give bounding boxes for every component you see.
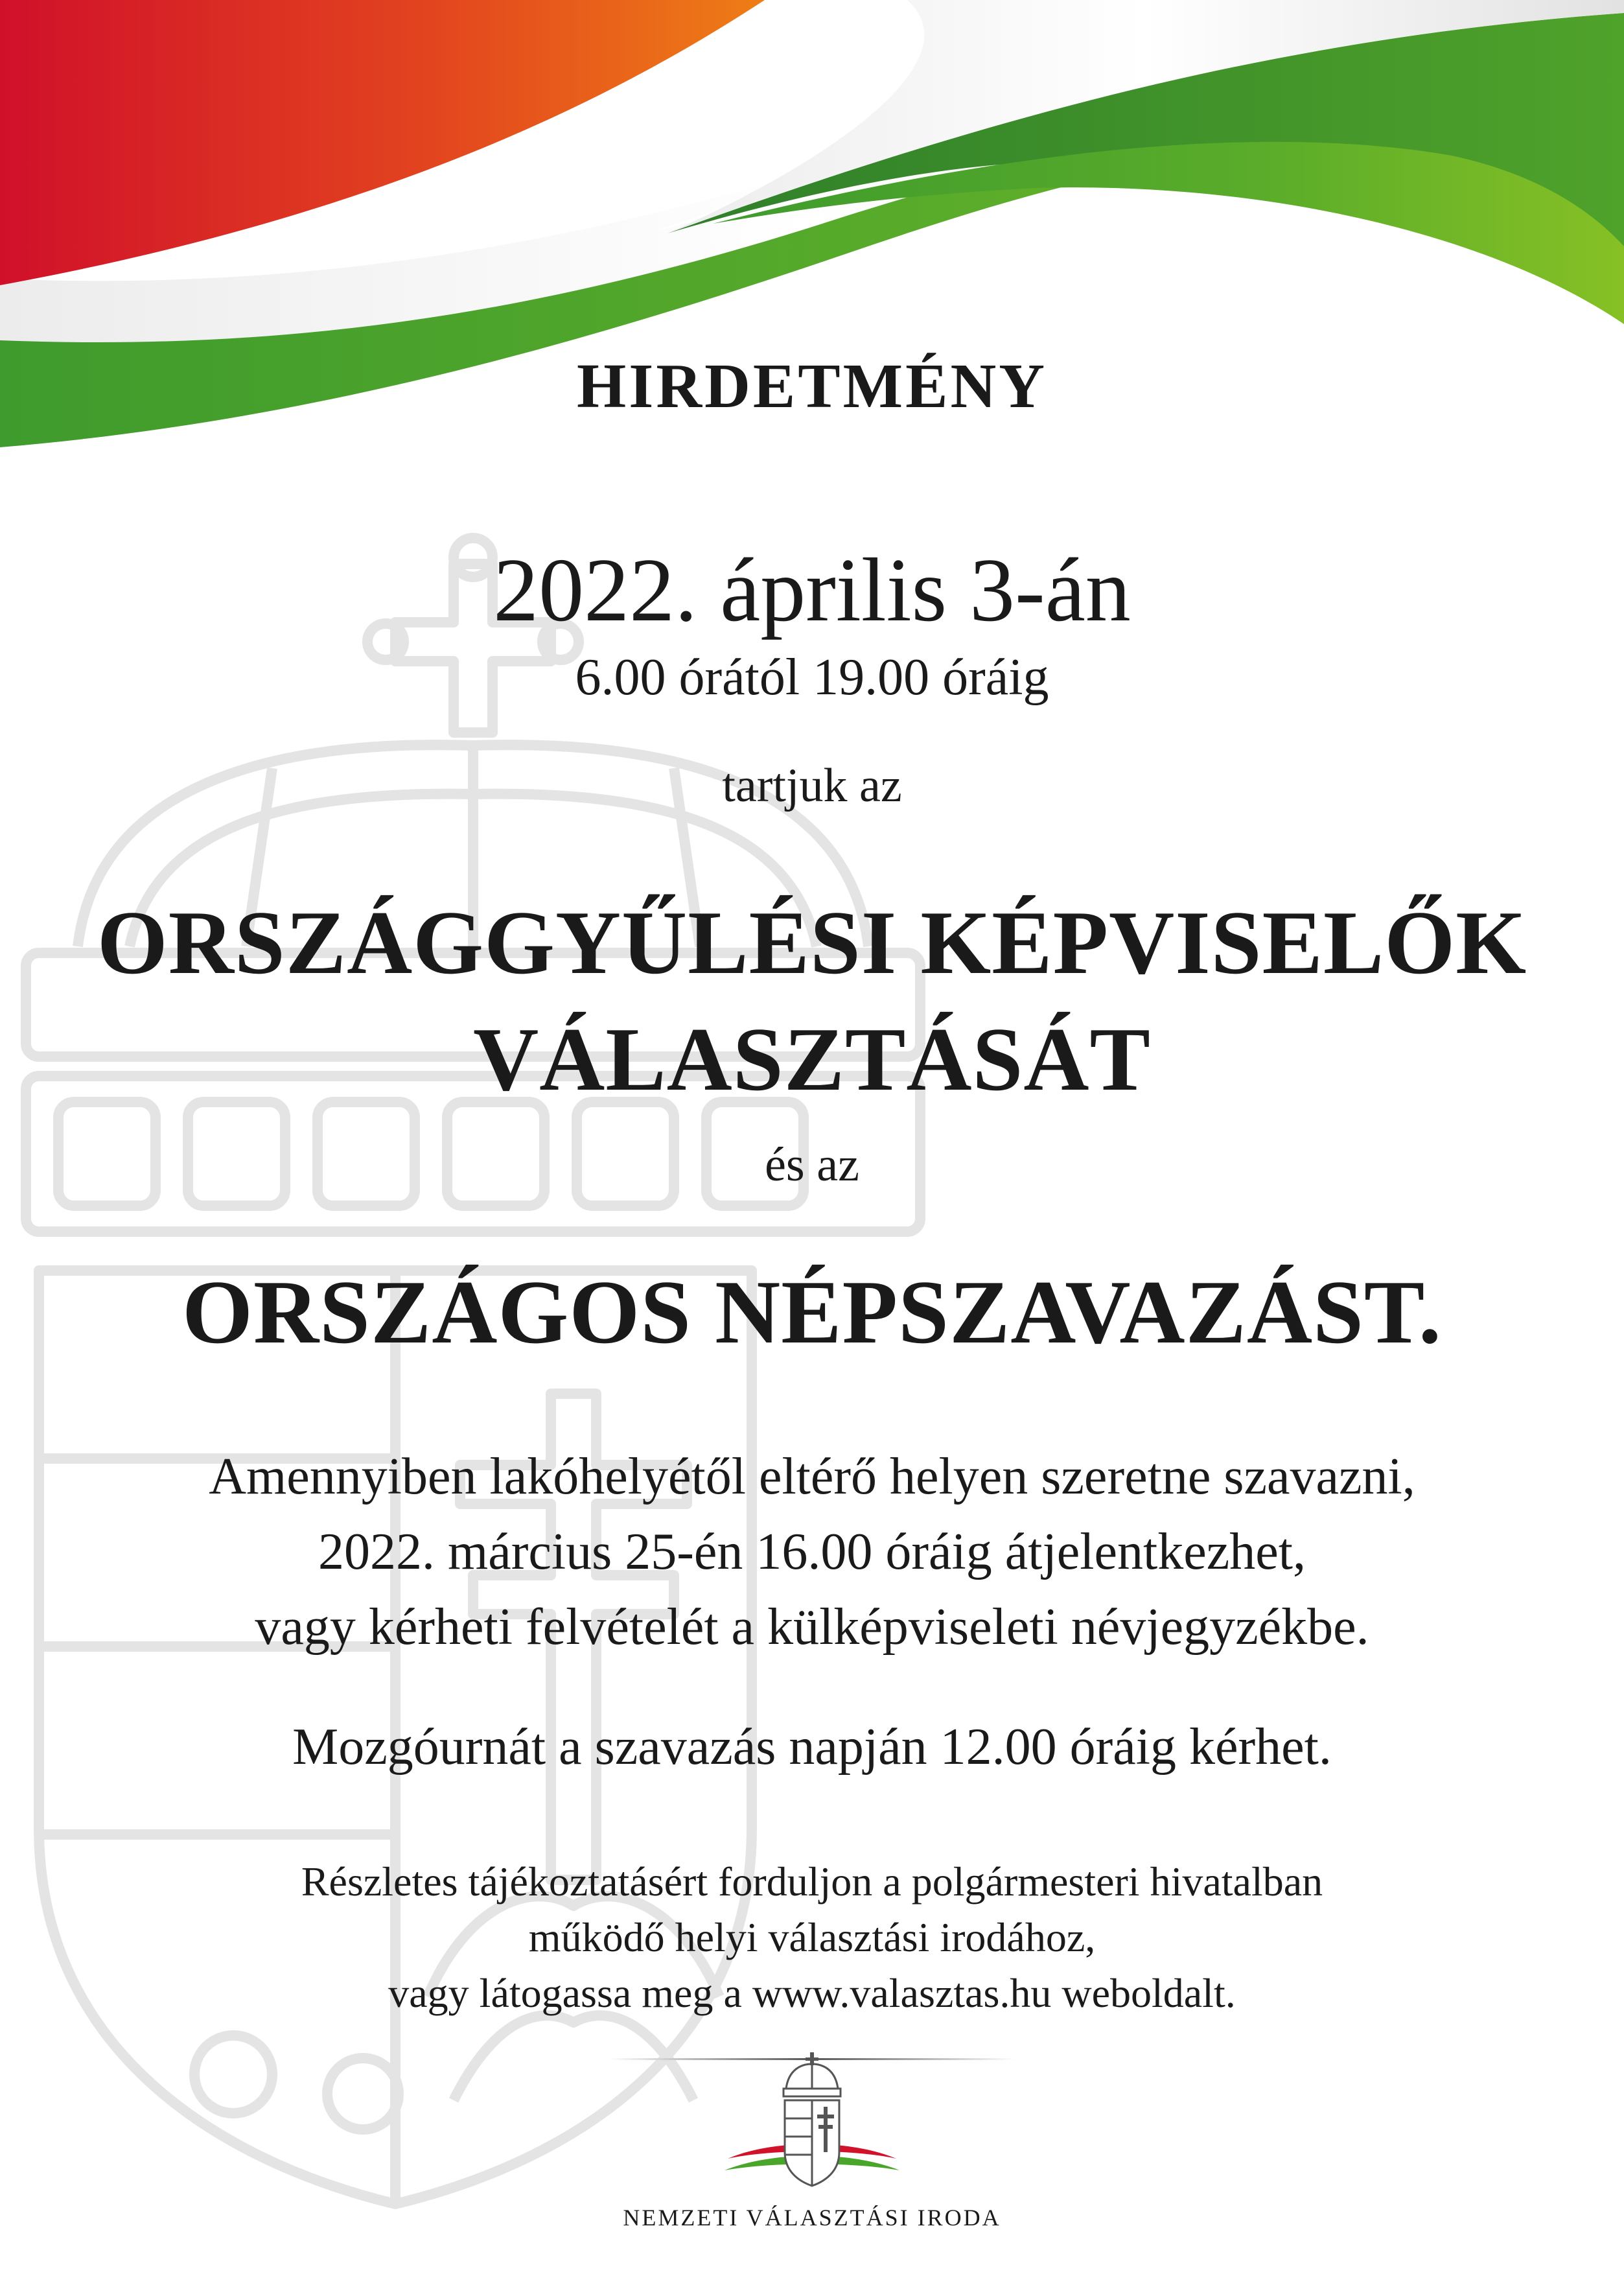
election-title-line-2: VÁLASZTÁSÁT [473,1009,1151,1110]
details-info-line: Részletes tájékoztatásért forduljon a polgármesteri hivatalban [301,1858,1323,1905]
referendum-title: ORSZÁGOS NÉPSZAVAZÁST. [182,1262,1442,1363]
registration-info-line: Amennyiben lakóhelyétől eltérő helyen szeretne szavazni, [209,1448,1415,1505]
intro-text: tartjuk az [722,759,902,812]
registration-info-line: 2022. március 25-én 16.00 óráig átjelentkezhet, [318,1523,1306,1580]
conjunction-text: és az [765,1138,859,1191]
registration-info-line: vagy kérheti felvételét a külképviseleti névjegyzékbe. [255,1599,1369,1656]
organization-name: NEMZETI VÁLASZTÁSI IRODA [623,2205,1001,2231]
details-info-line: vagy látogassa meg a www.valasztas.hu weboldalt. [388,1970,1236,2016]
election-date: 2022. április 3-án [493,540,1131,640]
election-title-line-1: ORSZÁGGYŰLÉSI KÉPVISELŐK [97,893,1527,993]
details-info-line: működő helyi választási irodához, [528,1914,1096,1960]
voting-hours: 6.00 órától 19.00 óráig [575,649,1049,706]
mobile-urn-info: Mozgóurnát a szavazás napján 12.00 óráig kérhet. [292,1718,1332,1776]
notice-heading: HIRDETMÉNY [576,351,1048,421]
